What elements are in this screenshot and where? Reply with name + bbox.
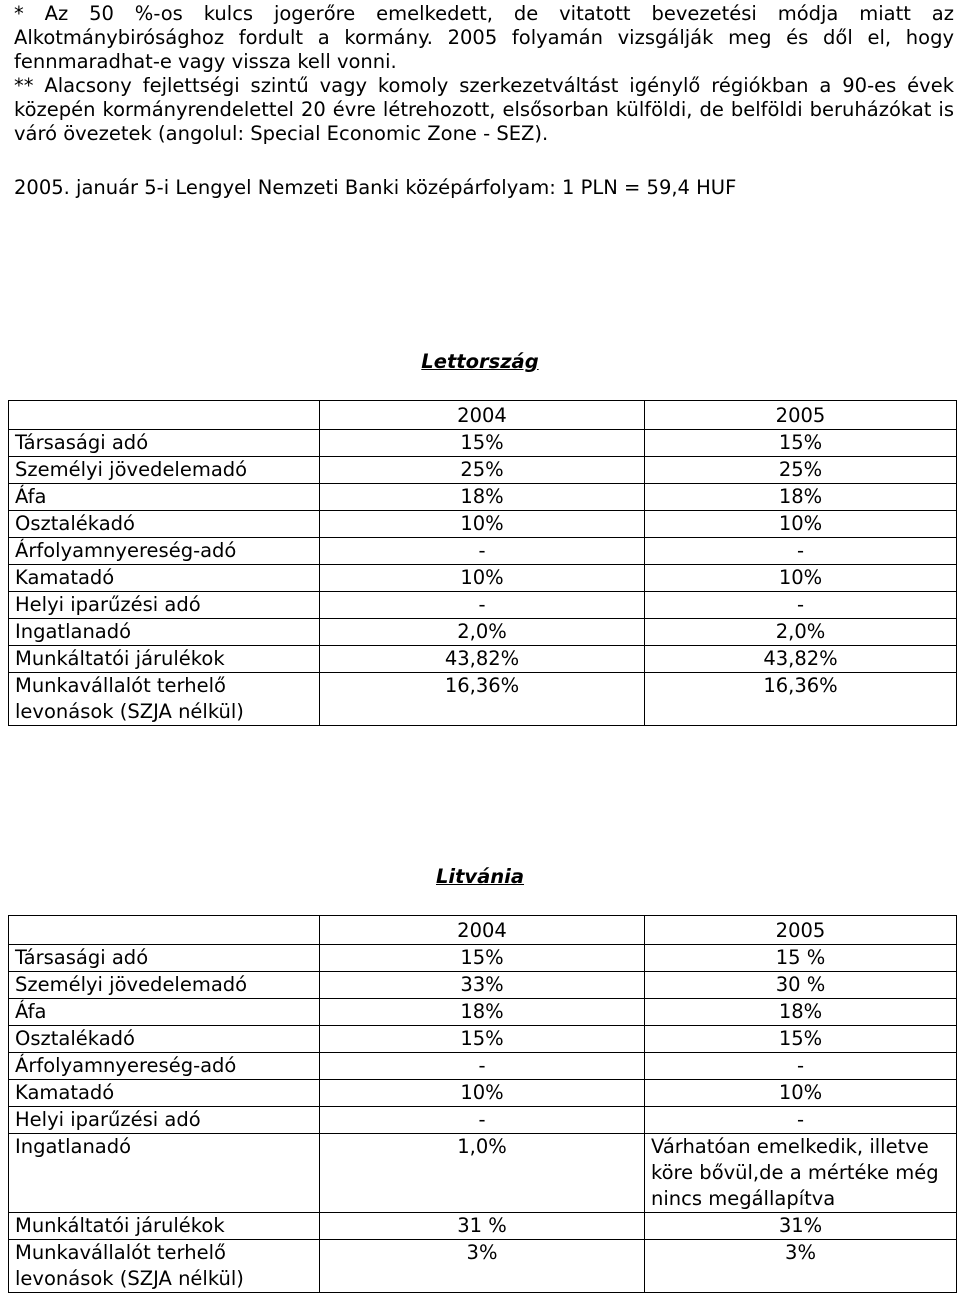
value-2005: 25% (645, 457, 957, 484)
value-2004: 31 % (320, 1213, 645, 1240)
row-label: Személyi jövedelemadó (9, 972, 320, 999)
value-2004: 43,82% (320, 646, 645, 673)
row-label: Munkáltatói járulékok (9, 1213, 320, 1240)
row-label: Árfolyamnyereség-adó (9, 538, 320, 565)
value-2005: - (645, 592, 957, 619)
value-2005: 18% (645, 999, 957, 1026)
value-2005: 16,36% (645, 673, 957, 726)
row-label: Munkáltatói járulékok (9, 646, 320, 673)
row-label: Kamatadó (9, 565, 320, 592)
value-2005: 31% (645, 1213, 957, 1240)
value-2005: 2,0% (645, 619, 957, 646)
header-cell-2004: 2004 (320, 916, 645, 945)
header-cell (9, 916, 320, 945)
value-2005: 3% (645, 1240, 957, 1293)
value-2004: 10% (320, 1080, 645, 1107)
value-2004: 15% (320, 945, 645, 972)
exchange-rate-note: 2005. január 5-i Lengyel Nemzeti Banki középárfolyam: 1 PLN = 59,4 HUF (14, 176, 737, 199)
table-header-row (9, 401, 957, 430)
value-2005: 15% (645, 1026, 957, 1053)
lithuania-tax-table (8, 915, 957, 1293)
table-row (9, 1080, 957, 1107)
table-row (9, 511, 957, 538)
table-row (9, 972, 957, 999)
row-label: Munkavállalót terhelő levonások (SZJA nélkül) (9, 673, 320, 726)
value-2005: 10% (645, 1080, 957, 1107)
row-label: Ingatlanadó (9, 619, 320, 646)
header-cell (9, 401, 320, 430)
header-cell-2005: 2005 (645, 401, 957, 430)
table-row (9, 565, 957, 592)
value-2004: 15% (320, 430, 645, 457)
table-row (9, 945, 957, 972)
value-2005: 15% (645, 430, 957, 457)
value-2005: 10% (645, 565, 957, 592)
row-label: Osztalékadó (9, 1026, 320, 1053)
row-label: Személyi jövedelemadó (9, 457, 320, 484)
value-2005: - (645, 1107, 957, 1134)
value-2005: 10% (645, 511, 957, 538)
row-label: Kamatadó (9, 1080, 320, 1107)
table-row (9, 1026, 957, 1053)
table-row (9, 538, 957, 565)
value-2005: 18% (645, 484, 957, 511)
footnotes (14, 2, 954, 146)
row-label: Ingatlanadó (9, 1134, 320, 1213)
lithuania-title: Litvánia (435, 865, 525, 888)
table-header-row (9, 916, 957, 945)
value-2005: - (645, 1053, 957, 1080)
value-2004: - (320, 538, 645, 565)
value-2005: 30 % (645, 972, 957, 999)
value-2004: 18% (320, 999, 645, 1026)
header-cell-2004: 2004 (320, 401, 645, 430)
value-2004: - (320, 1107, 645, 1134)
row-label: Társasági adó (9, 945, 320, 972)
row-label: Munkavállalót terhelő levonások (SZJA nélkül) (9, 1240, 320, 1293)
row-label: Társasági adó (9, 430, 320, 457)
table-row (9, 592, 957, 619)
table-row (9, 457, 957, 484)
table-row (9, 619, 957, 646)
value-2004: 33% (320, 972, 645, 999)
value-2004: - (320, 592, 645, 619)
row-label: Helyi iparűzési adó (9, 1107, 320, 1134)
value-2004: 15% (320, 1026, 645, 1053)
table-row (9, 1053, 957, 1080)
footnote-2: ** Alacsony fejlettségi szintű vagy komoly szerkezetváltást igénylő régiókban a 90-es évek közepén kormányrendelettel 20 évre létrehozott, elsősorban külföldi, de belföldi beruházókat is váró övezetek (angolul: Special Economic Zone - SEZ). (14, 74, 954, 145)
header-cell-2005: 2005 (645, 916, 957, 945)
table-row (9, 1213, 957, 1240)
table-row (9, 1240, 957, 1293)
row-label: Helyi iparűzési adó (9, 592, 320, 619)
value-2004: 18% (320, 484, 645, 511)
value-2004: 25% (320, 457, 645, 484)
table-row (9, 1107, 957, 1134)
value-2004: 3% (320, 1240, 645, 1293)
table-row (9, 484, 957, 511)
row-label: Áfa (9, 484, 320, 511)
value-2004: 10% (320, 565, 645, 592)
value-2004: - (320, 1053, 645, 1080)
table-row (9, 999, 957, 1026)
table-row (9, 1134, 957, 1213)
value-2005: - (645, 538, 957, 565)
value-2004: 1,0% (320, 1134, 645, 1213)
value-2004: 10% (320, 511, 645, 538)
footnote-1: * Az 50 %-os kulcs jogerőre emelkedett, de vitatott bevezetési módja miatt az Alkotmánybirósághoz fordult a kormány. 2005 folyamán vizsgálják meg és dől el, hogy fennmaradhat-e vagy vissza kell vonni. (14, 2, 954, 73)
row-label: Osztalékadó (9, 511, 320, 538)
value-2004: 16,36% (320, 673, 645, 726)
latvia-tax-table (8, 400, 957, 726)
value-2004: 2,0% (320, 619, 645, 646)
table-row (9, 646, 957, 673)
row-label: Áfa (9, 999, 320, 1026)
table-row (9, 430, 957, 457)
table-row (9, 673, 957, 726)
value-2005: 43,82% (645, 646, 957, 673)
value-2005: Várhatóan emelkedik, illetve köre bővül,de a mértéke még nincs megállapítva (645, 1134, 957, 1213)
row-label: Árfolyamnyereség-adó (9, 1053, 320, 1080)
latvia-title: Lettország (421, 350, 539, 373)
value-2005: 15 % (645, 945, 957, 972)
